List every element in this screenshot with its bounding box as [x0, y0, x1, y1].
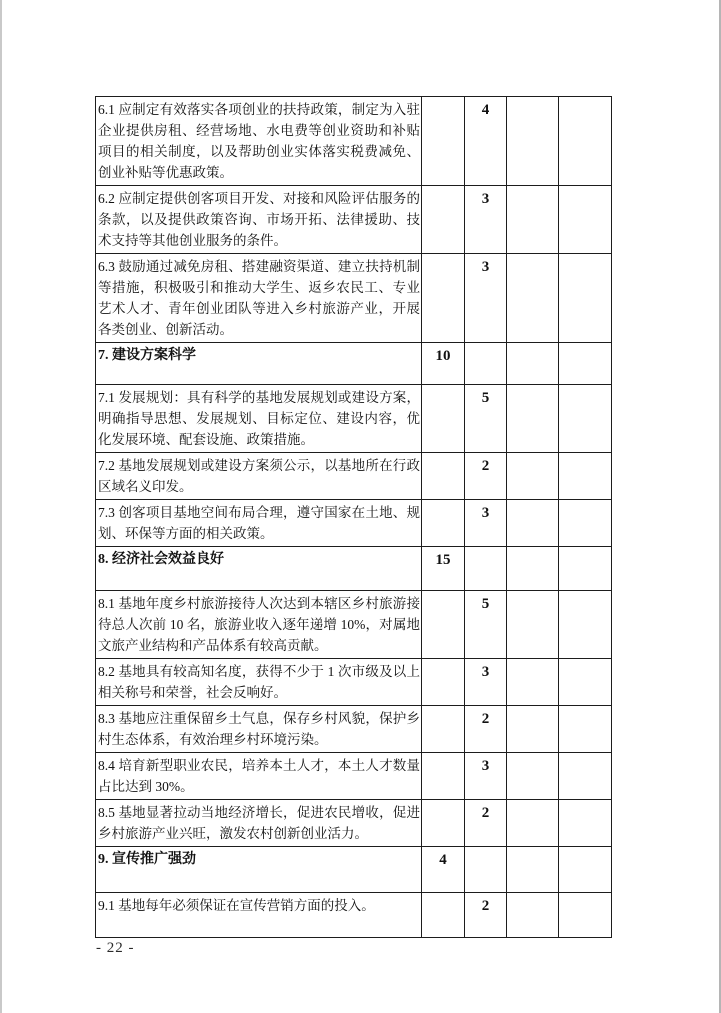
category-total-cell	[422, 97, 465, 186]
category-total-cell	[422, 893, 465, 938]
table-row-7-2	[96, 453, 612, 500]
section-title: 7. 建设方案科学	[96, 343, 422, 385]
table-row-7-1	[96, 385, 612, 453]
blank-score-cell-2	[559, 659, 612, 706]
table-row-9	[96, 847, 612, 893]
item-score-cell: 2	[465, 453, 507, 500]
item-score-cell: 3	[465, 753, 507, 800]
table-row-8-3	[96, 706, 612, 753]
table-row-8-5	[96, 800, 612, 847]
blank-score-cell-2	[559, 343, 612, 385]
section-title: 8. 经济社会效益良好	[96, 547, 422, 591]
criterion-text: 9.1 基地每年必须保证在宣传营销方面的投入。	[96, 893, 422, 938]
category-total-cell	[422, 753, 465, 800]
blank-score-cell-1	[507, 800, 559, 847]
table-row-6-1	[96, 97, 612, 186]
item-score-cell: 3	[465, 254, 507, 343]
blank-score-cell-2	[559, 500, 612, 547]
blank-score-cell-2	[559, 847, 612, 893]
blank-score-cell-2	[559, 186, 612, 254]
category-total-cell	[422, 659, 465, 706]
table-row-8	[96, 547, 612, 591]
criterion-text: 6.2 应制定提供创客项目开发、对接和风险评估服务的条款，以及提供政策咨询、市场开拓、法律援助、技术支持等其他创业服务的条件。	[96, 186, 422, 254]
criterion-text: 8.3 基地应注重保留乡土气息，保存乡村风貌，保护乡村生态体系，有效治理乡村环境污染。	[96, 706, 422, 753]
blank-score-cell-1	[507, 385, 559, 453]
evaluation-table	[95, 96, 612, 938]
blank-score-cell-1	[507, 659, 559, 706]
criterion-text: 6.3 鼓励通过减免房租、搭建融资渠道、建立扶持机制等措施，积极吸引和推动大学生、返乡农民工、专业艺术人才、青年创业团队等进入乡村旅游产业，开展各类创业、创新活动。	[96, 254, 422, 343]
blank-score-cell-2	[559, 254, 612, 343]
blank-score-cell-1	[507, 186, 559, 254]
blank-score-cell-2	[559, 453, 612, 500]
blank-score-cell-1	[507, 97, 559, 186]
criterion-text: 6.1 应制定有效落实各项创业的扶持政策，制定为入驻企业提供房租、经营场地、水电费等创业资助和补贴项目的相关制度，以及帮助创业实体落实税费减免、创业补贴等优惠政策。	[96, 97, 422, 186]
table-row-7-3	[96, 500, 612, 547]
category-total-cell: 15	[422, 547, 465, 591]
blank-score-cell-2	[559, 706, 612, 753]
item-score-cell: 3	[465, 659, 507, 706]
item-score-cell: 4	[465, 97, 507, 186]
blank-score-cell-1	[507, 847, 559, 893]
table-row-9-1	[96, 893, 612, 938]
category-total-cell	[422, 186, 465, 254]
table-row-8-4	[96, 753, 612, 800]
category-total-cell	[422, 706, 465, 753]
category-total-cell	[422, 385, 465, 453]
blank-score-cell-2	[559, 591, 612, 659]
category-total-cell	[422, 453, 465, 500]
item-score-cell: 5	[465, 385, 507, 453]
blank-score-cell-1	[507, 706, 559, 753]
table-row-7	[96, 343, 612, 385]
category-total-cell	[422, 591, 465, 659]
blank-score-cell-1	[507, 254, 559, 343]
blank-score-cell-2	[559, 385, 612, 453]
category-total-cell	[422, 254, 465, 343]
item-score-cell: 2	[465, 706, 507, 753]
criterion-text: 7.3 创客项目基地空间布局合理，遵守国家在土地、规划、环保等方面的相关政策。	[96, 500, 422, 547]
criterion-text: 8.1 基地年度乡村旅游接待人次达到本辖区乡村旅游接待总人次前 10 名，旅游业收入逐年递增 10%，对属地文旅产业结构和产品体系有较高贡献。	[96, 591, 422, 659]
item-score-cell: 5	[465, 591, 507, 659]
item-score-cell	[465, 547, 507, 591]
section-title: 9. 宣传推广强劲	[96, 847, 422, 893]
criterion-text: 8.2 基地具有较高知名度，获得不少于 1 次市级及以上相关称号和荣誉，社会反响好。	[96, 659, 422, 706]
blank-score-cell-2	[559, 97, 612, 186]
blank-score-cell-2	[559, 800, 612, 847]
table-row-6-2	[96, 186, 612, 254]
criterion-text: 7.2 基地发展规划或建设方案须公示，以基地所在行政区域名义印发。	[96, 453, 422, 500]
blank-score-cell-2	[559, 753, 612, 800]
blank-score-cell-2	[559, 893, 612, 938]
blank-score-cell-1	[507, 753, 559, 800]
category-total-cell	[422, 800, 465, 847]
item-score-cell: 3	[465, 500, 507, 547]
criterion-text: 8.5 基地显著拉动当地经济增长，促进农民增收，促进乡村旅游产业兴旺，激发农村创新创业活力。	[96, 800, 422, 847]
blank-score-cell-1	[507, 500, 559, 547]
blank-score-cell-1	[507, 547, 559, 591]
item-score-cell: 3	[465, 186, 507, 254]
blank-score-cell-1	[507, 893, 559, 938]
item-score-cell: 2	[465, 893, 507, 938]
blank-score-cell-2	[559, 547, 612, 591]
item-score-cell	[465, 847, 507, 893]
blank-score-cell-1	[507, 453, 559, 500]
item-score-cell	[465, 343, 507, 385]
page-edge-left	[0, 0, 2, 1013]
blank-score-cell-1	[507, 343, 559, 385]
category-total-cell: 4	[422, 847, 465, 893]
table-row-8-1	[96, 591, 612, 659]
criterion-text: 7.1 发展规划：具有科学的基地发展规划或建设方案，明确指导思想、发展规划、目标定位、建设内容，优化发展环境、配套设施、政策措施。	[96, 385, 422, 453]
category-total-cell	[422, 500, 465, 547]
category-total-cell: 10	[422, 343, 465, 385]
blank-score-cell-1	[507, 591, 559, 659]
criterion-text: 8.4 培育新型职业农民，培养本土人才，本土人才数量占比达到 30%。	[96, 753, 422, 800]
table-row-6-3	[96, 254, 612, 343]
item-score-cell: 2	[465, 800, 507, 847]
page-number: - 22 -	[96, 940, 135, 956]
table-row-8-2	[96, 659, 612, 706]
